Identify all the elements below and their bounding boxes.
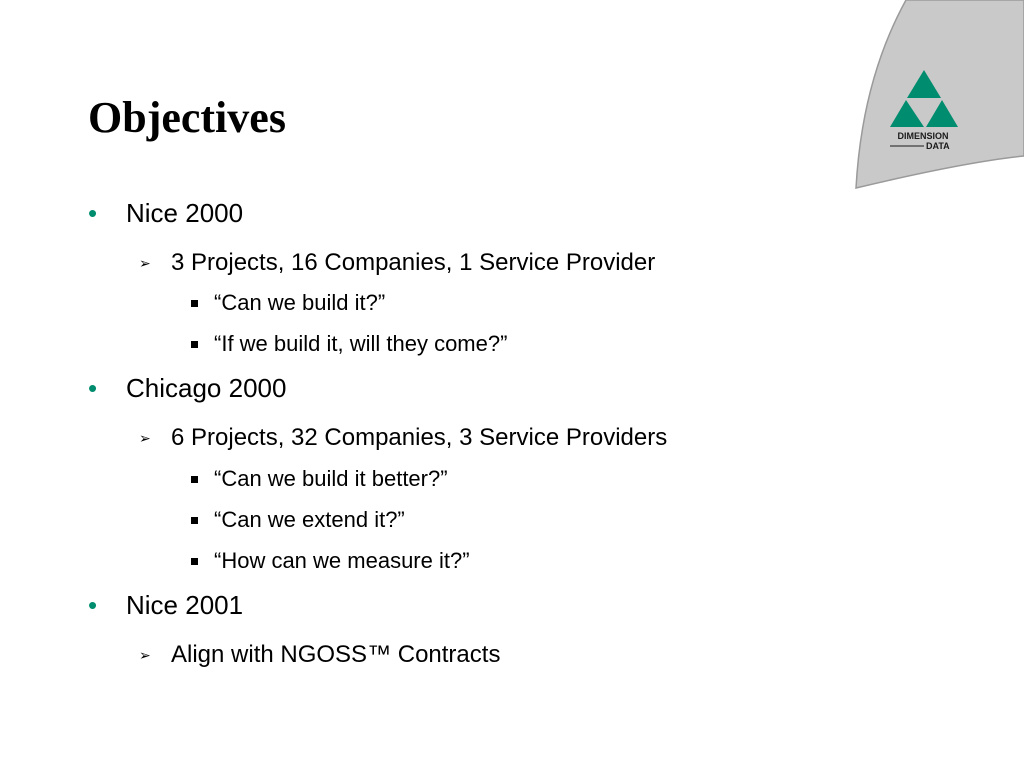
dimension-data-logo (850, 0, 1024, 192)
arrowhead-bullet-icon: ➢ (139, 647, 151, 663)
square-bullet-icon (191, 341, 198, 348)
arrowhead-bullet-icon: ➢ (139, 430, 151, 446)
slide-title: Objectives (88, 93, 286, 142)
bullet-text: 6 Projects, 32 Companies, 3 Service Providers (171, 424, 668, 451)
bullet-text: Align with NGOSS™ Contracts (171, 641, 501, 668)
bullet-text: Nice 2000 (126, 198, 244, 228)
bullet-dot-icon: • (88, 373, 98, 403)
bullet-dot-icon: • (88, 590, 98, 620)
bullet-text: Nice 2001 (126, 590, 244, 620)
bullet-text: 3 Projects, 16 Companies, 1 Service Provider (171, 249, 656, 276)
bullet-text: “Can we build it?” (214, 290, 386, 315)
bullet-text: Chicago 2000 (126, 373, 287, 403)
bullet-dot-icon: • (88, 198, 98, 228)
logo-panel (850, 0, 1024, 192)
bullet-text: “If we build it, will they come?” (214, 331, 508, 356)
logo-panel-shape (856, 0, 1024, 188)
bullet-text: “Can we extend it?” (214, 507, 405, 532)
square-bullet-icon (191, 300, 198, 307)
bullet-text: “How can we measure it?” (214, 548, 470, 573)
bullet-text: “Can we build it better?” (214, 466, 448, 491)
square-bullet-icon (191, 517, 198, 524)
logo-text-line1: DIMENSION (897, 131, 949, 141)
logo-text-line2: DATA (926, 141, 950, 151)
square-bullet-icon (191, 476, 198, 483)
arrowhead-bullet-icon: ➢ (139, 255, 151, 271)
square-bullet-icon (191, 558, 198, 565)
